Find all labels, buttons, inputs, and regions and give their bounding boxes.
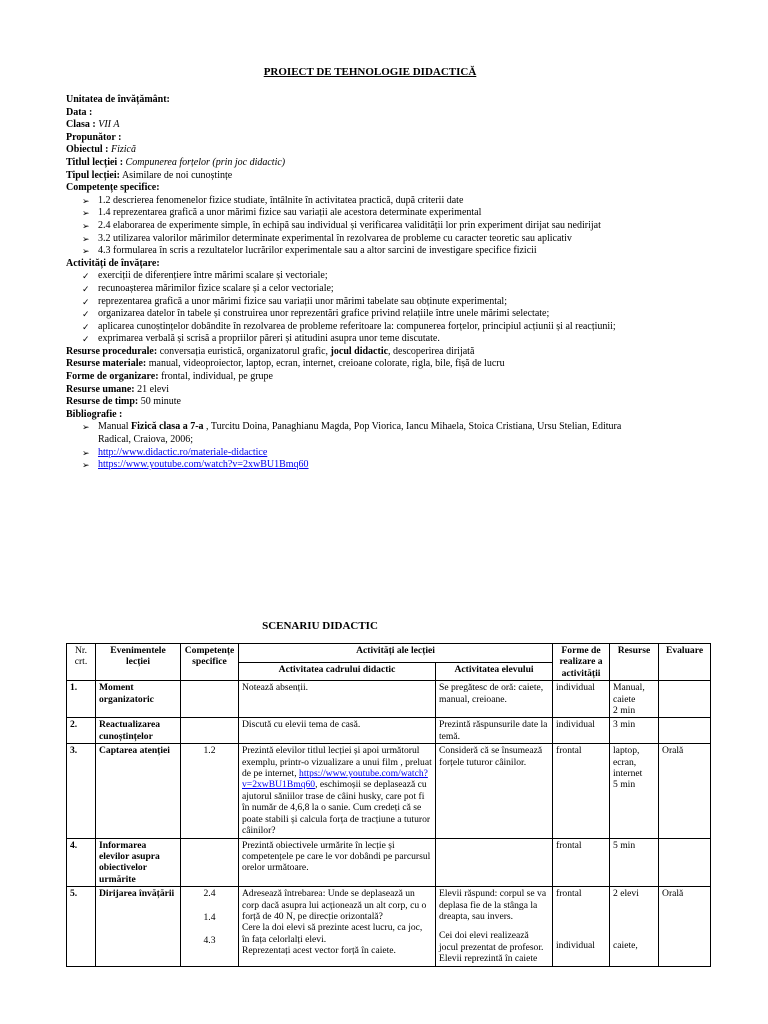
resurse-procedurale: Resurse procedurale: conversația euristică, organizatorul grafic, jocul didactic, descoperirea dirijată xyxy=(66,345,475,357)
table-row: 3. Captarea atenției 1.2 Prezintă elevilor titlul lecției și apoi următorul exemplu, printr-o vizualizare a unui film , preluat de pe internet, https://www.youtube.com/watch?v=2xwBU1Bmq60, eschimoșii se deplasează cu ajutorul săniilor trase de câini husky, care pot fi în număr de 4,6,8 la o sanie. Cum credeți că se poate stabili și calcula forța de tracțiune a tuturor câinilor? Consideră că se însumează forțele tuturor câinilor. frontal laptop, ecran, internet 5 min Orală xyxy=(67,744,711,838)
table-row: 1. Moment organizatoric Notează absenții. Se pregătesc de oră: caiete, manual, creioane. individual Manual, caiete 2 min xyxy=(67,681,711,718)
list-item: ➢ 1.4 reprezentarea grafică a unor mărimi fizice sau variații ale acestora determinate experimental xyxy=(82,207,482,219)
list-item xyxy=(66,459,706,472)
col-competente: Competențe specifice xyxy=(181,644,239,681)
clasa-value: VII A xyxy=(98,119,120,131)
obiectul-label: Obiectul : xyxy=(66,144,109,156)
list-item: ✓ organizarea datelor în tabele și construirea unor reprezentări grafice privind relațiile între unele mărimi selectate; xyxy=(82,308,550,320)
list-item: ➢ 3.2 utilizarea valorilor mărimilor determinate experimental în rezolvarea de probleme cu caracter teoretic sau aplicativ xyxy=(82,232,572,244)
col-forme: Forme de realizare a activității xyxy=(553,644,610,681)
table-header-row xyxy=(67,644,711,663)
competente-heading: Competențe specifice: xyxy=(66,182,160,194)
resurse-materiale: Resurse materiale: manual, videoproiector, laptop, ecran, internet, creioane colorate, rigla, bile, fișă de lucru xyxy=(66,358,505,370)
obiectul-value: Fizică xyxy=(111,144,136,156)
list-item xyxy=(66,447,706,460)
check-bullet-icon: ✓ xyxy=(82,271,90,282)
table-row: 4. Informarea elevilor asupra obiectivelor urmărite Prezintă obiectivele urmărite în lecție și competențele pe care le vor dobândi pe parcursul orelor următoare. frontal 5 min xyxy=(67,838,711,887)
tipul-field xyxy=(66,170,706,183)
forme-organizare: Forme de organizare: frontal, individual, pe grupe xyxy=(66,371,273,383)
arrow-bullet-icon: ➢ xyxy=(82,233,90,244)
youtube-link[interactable]: https://www.youtube.com/watch?v=2xwBU1Bmq60 xyxy=(242,768,428,791)
check-bullet-icon: ✓ xyxy=(82,283,90,294)
competente-list xyxy=(66,195,706,258)
titlul-field xyxy=(66,157,706,170)
resurse-timp: Resurse de timp: 50 minute xyxy=(66,396,181,408)
table-row: 5. Dirijarea învățării 2.4 1.4 4.3 Adresează întrebarea: Unde se deplasează un corp dacă asupra lui acționează un alt corp, cu o forță de 40 N, pe direcție orizontală? Cere la doi elevi să prezinte acest lucru, ca joc, în fața celorlalți elevi. Reprezentați acest vector forță în caiete. Elevii răspund: corpul se va deplasa fie de la stânga la dreapta, sau invers. Cei doi elevi realizează jocul prezentat de profesor. Elevii reprezintă în caiete frontal individual 2 elevi caiete, Orală xyxy=(67,887,711,966)
check-bullet-icon: ✓ xyxy=(82,321,90,332)
col-evenimentele: Evenimentele lecției xyxy=(96,644,181,681)
lesson-metadata xyxy=(66,94,706,472)
col-elev: Activitatea elevului xyxy=(436,662,553,681)
page-title: PROIECT DE TEHNOLOGIE DIDACTICĂ xyxy=(263,66,477,78)
data-field: Data : xyxy=(66,106,93,118)
col-resurse: Resurse xyxy=(610,644,659,681)
tipul-label: Tipul lecției: xyxy=(66,169,120,181)
col-nr: Nr. crt. xyxy=(67,644,96,681)
col-evaluare: Evaluare xyxy=(659,644,711,681)
activitati-list xyxy=(66,270,706,346)
list-item: ➢ 2.4 elaborarea de experimente simple, în echipă sau individual și verificarea validității lor prin experiment dirijat sau nedirijat xyxy=(82,219,601,231)
list-item: ➢ Manual Fizică clasa a 7-a , Turcitu Doina, Panaghianu Magda, Pop Viorica, Iancu Mihaela, Stoica Cristiana, Ursu Stelian, Editura Radical, Craiova, 2006; xyxy=(82,421,622,446)
unitatea-field: Unitatea de învățământ: xyxy=(66,94,170,105)
list-item: ✓ recunoașterea mărimilor fizice scalare și a celor vectoriale; xyxy=(82,282,334,294)
check-bullet-icon: ✓ xyxy=(82,334,90,345)
col-cadru: Activitatea cadrului didactic xyxy=(239,662,436,681)
titlul-label: Titlul lecției : xyxy=(66,156,124,168)
list-item: ➢ 4.3 formularea în scris a rezultatelor lucrărilor experimentale sau a altor sarcini de investigare specifice fizicii xyxy=(82,245,537,257)
propunator-field: Propunător : xyxy=(66,131,122,143)
arrow-bullet-icon: ➢ xyxy=(82,208,90,219)
bibliografie-list xyxy=(66,421,706,471)
youtube-link[interactable]: https://www.youtube.com/watch?v=2xwBU1Bmq60 xyxy=(98,459,309,471)
arrow-bullet-icon: ➢ xyxy=(82,195,90,206)
list-item: ➢ 1.2 descrierea fenomenelor fizice studiate, întâlnite în activitatea practică, după criterii date xyxy=(82,194,464,206)
list-item: ✓ reprezentarea grafică a unor mărimi fizice sau variații unor mărimi tabelate sau obținute experimental; xyxy=(82,295,507,307)
didactic-link[interactable]: http://www.didactic.ro/materiale-didactice xyxy=(98,446,268,458)
clasa-field xyxy=(66,119,706,132)
resurse-umane: Resurse umane: 21 elevi xyxy=(66,383,170,395)
check-bullet-icon: ✓ xyxy=(82,309,90,320)
arrow-bullet-icon: ➢ xyxy=(82,422,90,433)
list-item: ✓ exerciții de diferențiere între mărimi scalare și vectoriale; xyxy=(82,270,328,282)
activitati-heading: Activități de învățare: xyxy=(66,257,160,269)
clasa-label: Clasa : xyxy=(66,119,96,131)
col-activitati: Activități ale lecției xyxy=(239,644,553,663)
arrow-bullet-icon: ➢ xyxy=(82,447,90,458)
scenariu-table xyxy=(66,643,711,967)
list-item: ✓ exprimarea verbală și scrisă a propriilor păreri și atitudini asupra unor teme discutate. xyxy=(82,333,440,345)
tipul-value: Asimilare de noi cunoștințe xyxy=(121,169,233,181)
check-bullet-icon: ✓ xyxy=(82,296,90,307)
arrow-bullet-icon: ➢ xyxy=(82,460,90,471)
arrow-bullet-icon: ➢ xyxy=(82,220,90,231)
titlul-value: Compunerea forțelor (prin joc didactic) xyxy=(125,156,286,168)
bibliografie-heading: Bibliografie : xyxy=(66,408,123,420)
table-row: 2. Reactualizarea cunoștințelor Discută cu elevii tema de casă. Prezintă răspunsurile date la temă. individual 3 min xyxy=(67,718,711,744)
arrow-bullet-icon: ➢ xyxy=(82,246,90,257)
obiectul-field xyxy=(66,144,706,157)
list-item: ✓ aplicarea cunoștințelor dobândite în rezolvarea de probleme referitoare la: compunerea forțelor, principiul acțiunii și al reacțiunii; xyxy=(82,320,616,332)
scenariu-title: SCENARIU DIDACTIC xyxy=(262,620,378,632)
